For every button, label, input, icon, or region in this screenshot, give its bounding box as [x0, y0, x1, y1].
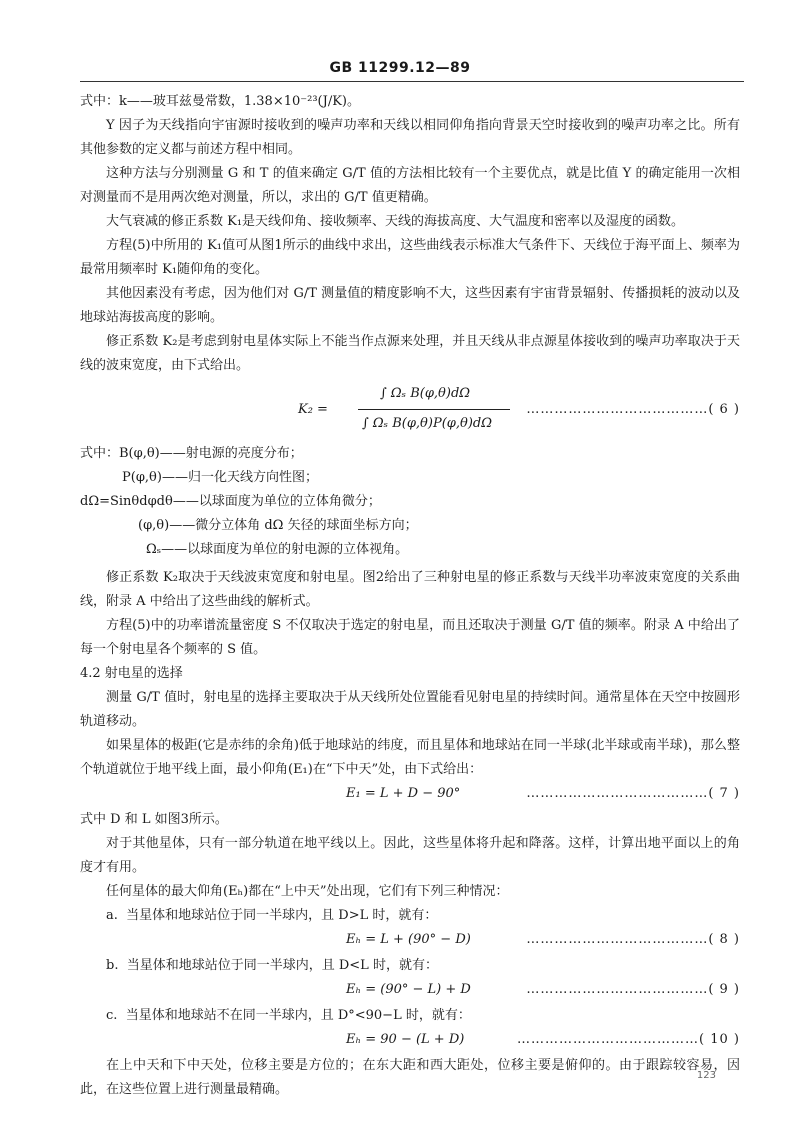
section-title: 4.2 射电星的选择: [80, 666, 183, 681]
paragraph-tracking: 在上中天和下中天处，位移主要是方位的；在东大距和西大距处，位移主要是俯仰的。由于跟踪较容易，因此，在这些位置上进行测量最精确。: [80, 1058, 740, 1097]
paragraph-other-factors: 其他因素没有考虑，因为他们对 G/T 测量值的精度影响不大，这些因素有宇宙背景辐射、传播损耗的波动以及地球站海拔高度的影响。: [80, 286, 740, 325]
case-label: a.: [106, 908, 118, 923]
formula-6-denominator: ∫ Ωₛ B(φ,θ)P(φ,θ)dΩ: [362, 416, 493, 431]
document-body: [80, 90, 740, 1102]
paragraph-y-factor: Y 因子为天线指向宇宙源时接收到的噪声功率和天线以相同仰角指向背景天空时接收到的噪声功率之比。所有其他参数的定义都与前述方程中相同。: [80, 118, 740, 157]
formula-6-numerator: ∫ Ωₛ B(φ,θ)dΩ: [380, 386, 471, 401]
case-c-text: [80, 1004, 740, 1028]
formula-7-expr: E₁ = L + D − 90°: [346, 786, 461, 801]
case-description: 当星体和地球站不在同一半球内，且 D°<90−L 时，就有：: [125, 1008, 471, 1023]
definition-omega-s: Ωₛ——以球面度为单位的射电源的立体视角。: [146, 542, 409, 557]
formula-9-expr: Eₕ = (90° − L) + D: [346, 982, 471, 997]
case-description: 当星体和地球站位于同一半球内，且 D>L 时，就有：: [126, 908, 438, 923]
header-rule: [80, 81, 744, 82]
formula-8: [80, 928, 740, 954]
paragraph-k2: 修正系数 K₂是考虑到射电星体实际上不能当作点源来处理，并且天线从非点源星体接收到的噪声功率取决于天线的波束宽度，由下式给出。: [80, 334, 740, 373]
definition-phi-theta: (φ,θ)——微分立体角 dΩ 矢径的球面坐标方向；: [138, 518, 418, 533]
case-b-text: [80, 954, 740, 978]
formula-10: [80, 1028, 740, 1054]
formula-7-number: …………………………………( 7 ): [526, 786, 740, 801]
paragraph-k1-curves: 方程(5)中所用的 K₁值可从图1所示的曲线中求出，这些曲线表示标准大气条件下、天线位于海平面上、频率为最常用频率时 K₁随仰角的变化。: [80, 238, 740, 277]
page-number: 123: [696, 1070, 716, 1081]
case-description: 当星体和地球站位于同一半球内，且 D<L 时，就有：: [126, 958, 438, 973]
definition-domega: dΩ=Sinθdφdθ——以球面度为单位的立体角微分；: [80, 494, 381, 509]
formula-6-number: …………………………………( 6 ): [526, 402, 740, 417]
formula-6: [80, 378, 740, 442]
paragraph-k2-depends: 修正系数 K₂取决于天线波束宽度和射电星。图2给出了三种射电星的修正系数与天线半功率波束宽度的关系曲线，附录 A 中给出了这些曲线的解析式。: [80, 570, 740, 609]
formula-10-number: …………………………………( 10 ): [517, 1032, 740, 1047]
case-label: b.: [106, 958, 119, 973]
definition-p: P(φ,θ)——归一化天线方向性图；: [122, 470, 318, 485]
formula-9: [80, 978, 740, 1004]
paragraph-other-stars: 对于其他星体，只有一部分轨道在地平线以上。因此，这些星体将升起和降落。这样，计算出地平面以上的角度才有用。: [80, 836, 740, 875]
formula-9-number: …………………………………( 9 ): [526, 982, 740, 997]
paragraph-star-selection: 测量 G/T 值时，射电星的选择主要取决于从天线所处位置能看见射电星的持续时间。通常星体在天空中按圆形轨道移动。: [80, 690, 740, 729]
standard-number-header: GB 11299.12—89: [329, 60, 471, 76]
formula-6-lhs: K₂ =: [298, 402, 328, 417]
formula-8-number: …………………………………( 8 ): [526, 932, 740, 947]
paragraph-boltzmann: 式中：k——玻耳兹曼常数，1.38×10⁻²³(J/K)。: [80, 94, 360, 109]
definitions-list: [80, 442, 740, 562]
paragraph-max-elevation: 任何星体的最大仰角(Eₕ)都在“上中天”处出现，它们有下列三种情况：: [106, 884, 509, 899]
paragraph-method-advantage: 这种方法与分别测量 G 和 T 的值来确定 G/T 值的方法相比较有一个主要优点，就是比值 Y 的确定能用一次相对测量而不是用两次绝对测量，所以，求出的 G/T 值更精确。: [80, 166, 740, 205]
case-label: c.: [106, 1008, 118, 1023]
fraction-bar: [358, 409, 510, 410]
definition-b: 式中：B(φ,θ)——射电源的亮度分布；: [80, 446, 303, 461]
paragraph-d-l: 式中 D 和 L 如图3所示。: [80, 812, 228, 827]
case-a-text: [80, 904, 740, 928]
case-list: [80, 904, 740, 1054]
paragraph-k1: 大气衰减的修正系数 K₁是天线仰角、接收频率、天线的海拔高度、大气温度和密率以及湿度的函数。: [106, 214, 685, 229]
formula-8-expr: Eₕ = L + (90° − D): [346, 932, 471, 947]
formula-7: [80, 782, 740, 808]
paragraph-flux-density: 方程(5)中的功率谱流量密度 S 不仅取决于选定的射电星，而且还取决于测量 G/T 值的频率。附录 A 中给出了每一个射电星各个频率的 S 值。: [80, 618, 740, 657]
paragraph-polar-distance: 如果星体的极距(它是赤纬的余角)低于地球站的纬度，而且星体和地球站在同一半球(北半球或南半球)，那么整个轨道就位于地平线上面，最小仰角(E₁)在“下中天”处，由下式给出：: [80, 738, 740, 777]
formula-10-expr: Eₕ = 90 − (L + D): [346, 1032, 465, 1047]
